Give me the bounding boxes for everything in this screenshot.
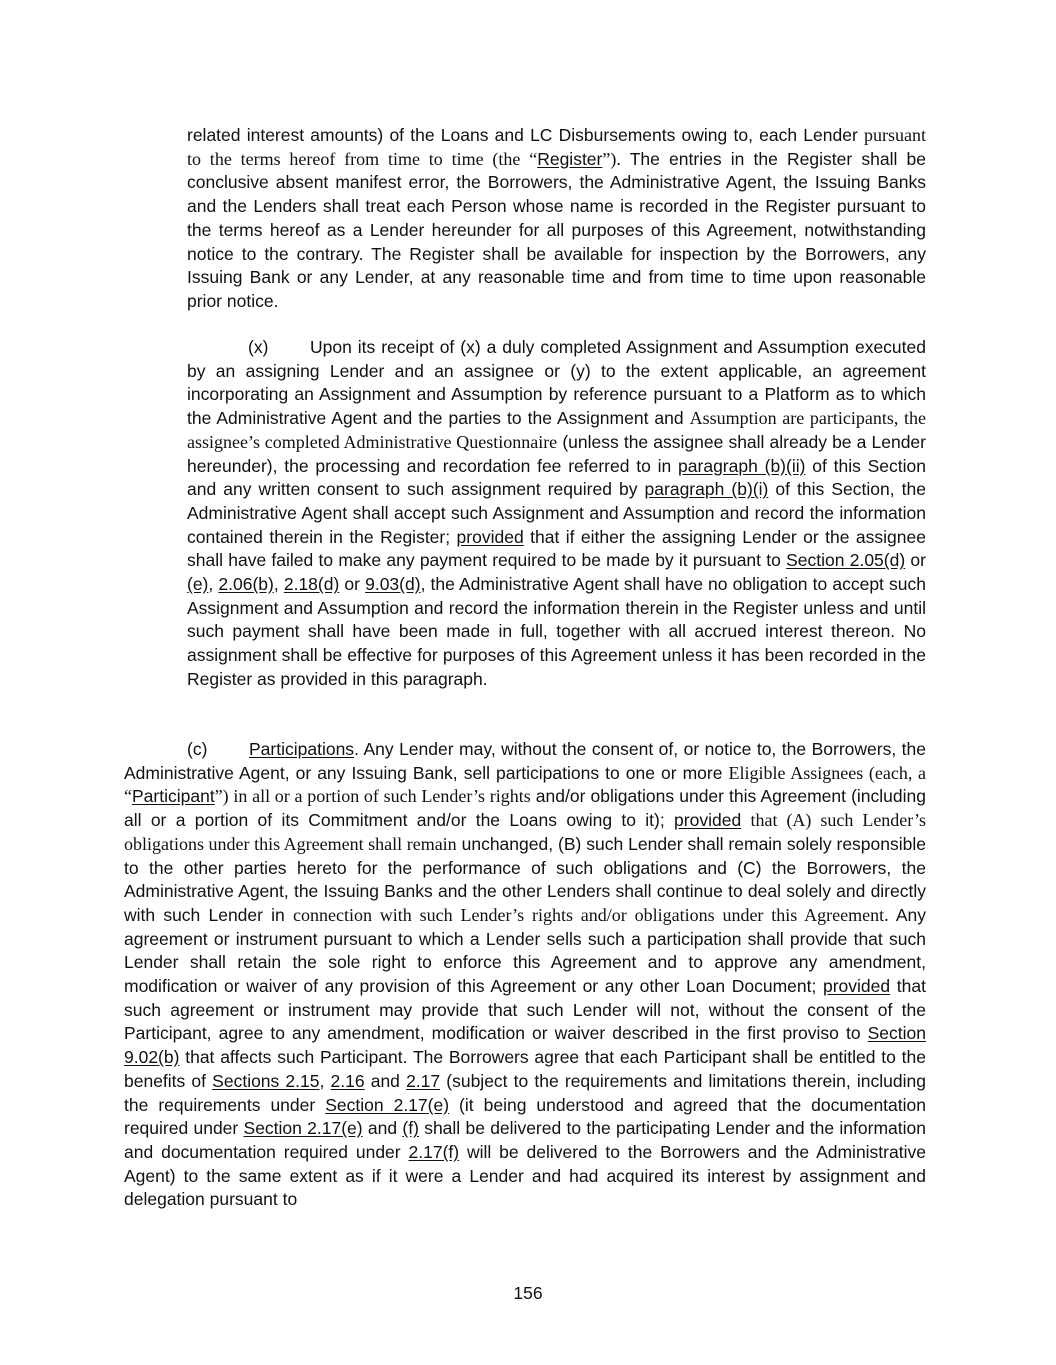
text-segment: pursuant to the terms hereof from time to time (the “ [187,125,927,169]
text-segment: will be delivered to the Borrowers and the Administrative Agent) to the same extent as if it were a Lender and had acquired its interest by assignment and delegation pursuant to [124,1141,926,1210]
text-segment: , [319,1070,325,1091]
text-segment: and/or obligations under this Agreement (including all or a portion of its Commitment and/or the Loans owing to it); [124,786,926,831]
cross-reference: (f) [402,1118,419,1139]
text-segment: or [910,550,926,571]
text-segment: Any agreement or instrument pursuant to which a Lender sells such a participation shall provide that such Lender shall retain the sole right to enforce this Agreement and to approve any amendment, modification or waiver of any provision of this Agreement or any other Loan Document; [124,904,926,997]
cross-reference: Section 9.02(b) [124,1023,926,1068]
cross-reference: (e) [187,574,209,595]
text-segment: , [208,574,214,595]
provided-term: provided [674,810,742,831]
cross-reference: 2.17(f) [408,1141,460,1162]
text-segment: (unless the assignee shall already be a Lender hereunder), the processing and recordation fee referred to in [187,431,926,476]
provided-term: provided [456,526,524,547]
text-segment: shall be delivered to the participating Lender and the information and documentation required under [124,1118,926,1162]
provided-term: provided [822,976,891,997]
cross-reference: Sections 2.15 [212,1070,320,1091]
text-segment: related interest amounts) of the Loans and LC Disbursements owing to, each Lender [187,125,858,145]
cross-reference: Section 2.17(e) [243,1118,363,1139]
defined-term-participant: Participant [132,786,215,807]
text-segment: Upon its receipt of (x) a duly completed Assignment and Assumption executed by an assigning Lender and an assignee or (y) to the extent applicable, an agreement incorporating an Assignment and Assumption by reference pursuant to a Platform as to which the Administrative Agent and the parties to the Assignment and [187,337,926,429]
cross-reference: 2.06(b) [218,574,274,595]
cross-reference: 9.03(d) [365,574,421,595]
text-segment: or [344,574,360,595]
text-segment: that (A) such Lender’s obligations under this Agreement shall remain [124,810,926,854]
text-segment: and [370,1070,400,1091]
text-segment: The entries in the Register shall be conclusive absent manifest error, the Borrowers, the Administrative Agent, the Issuing Banks and the Lenders shall treat each Person whose name is recorded in the Register pursuant to the terms hereof as a Lender hereunder for all purposes of this Agreement, notwithstanding notice to the contrary. The Register shall be available for inspection by the Borrowers, any Issuing Bank or any Lender, at any reasonable time and from time to time upon reasonable prior notice. [187,148,927,311]
text-segment: unchanged, (B) such Lender shall remain solely responsible to the other parties hereto for the performance of such obligations and (C) the Borrowers, the Administrative Agent, the Issuing Banks and the other Lenders shall continue to deal solely and directly with such Lender in [124,833,926,925]
text-segment: that if either the assigning Lender or the assignee shall have failed to make any payment required to be made by it pursuant to [187,526,926,571]
text-segment: . Any Lender may, without the consent of, or notice to, the Borrowers, the Administrative Agent, or any Issuing Bank, sell participations to one or more [124,739,926,783]
page-number: 156 [513,1283,543,1303]
cross-reference: Section 2.05(d) [786,550,906,571]
text-segment: that affects such Participant. The Borrowers agree that each Participant shall be entitled to the benefits of [124,1047,926,1091]
paragraph-label: (x) [248,337,269,357]
text-segment: connection with such Lender’s rights and/or obligations under this Agreement. [293,904,889,925]
paragraph-x [187,336,926,692]
text-segment: ”). [602,148,621,169]
text-segment: of this Section, the Administrative Agent shall accept such Assignment and Assumption and record the information contained therein in the Register; [187,479,926,547]
cross-reference: 2.17 [406,1070,441,1091]
text-segment: , [273,574,279,595]
text-segment: , the Administrative Agent shall have no obligation to accept such Assignment and Assumption and record the information therein in the Register unless and until such payment shall have been made in full, together with all accrued interest thereon. No assignment shall be effective for purposes of this Agreement unless it has been recorded in the Register as provided in this paragraph. [187,574,926,689]
cross-reference: 2.18(d) [283,574,340,595]
text-segment: that such agreement or instrument may provide that such Lender will not, without the consent of the Participant, agree to any amendment, modification or waiver described in the first proviso to [124,976,926,1044]
paragraph-register [187,124,926,314]
cross-reference: paragraph (b)(ii) [678,455,806,476]
cross-reference: paragraph (b)(i) [644,479,769,500]
section-heading: Participations [249,739,355,759]
text-segment: (it being understood and agreed that the documentation required under [124,1094,926,1139]
text-segment: and [367,1118,398,1139]
paragraph-c-participations [124,738,926,1212]
text-segment: of this Section and any written consent to such assignment required by [187,455,926,500]
defined-term-register: Register [537,148,603,169]
text-segment: Assumption are participants, the assignee’s completed Administrative Questionnaire [187,408,926,452]
text-segment: ”) in all or a portion of such Lender’s rights [214,786,531,807]
text-segment: (subject to the requirements and limitations therein, including the requirements under [124,1070,926,1115]
cross-reference: Section 2.17(e) [325,1094,450,1115]
text-segment: Eligible Assignees (each, a “ [124,762,926,807]
cross-reference: 2.16 [330,1070,365,1091]
paragraph-label: (c) [187,739,208,759]
